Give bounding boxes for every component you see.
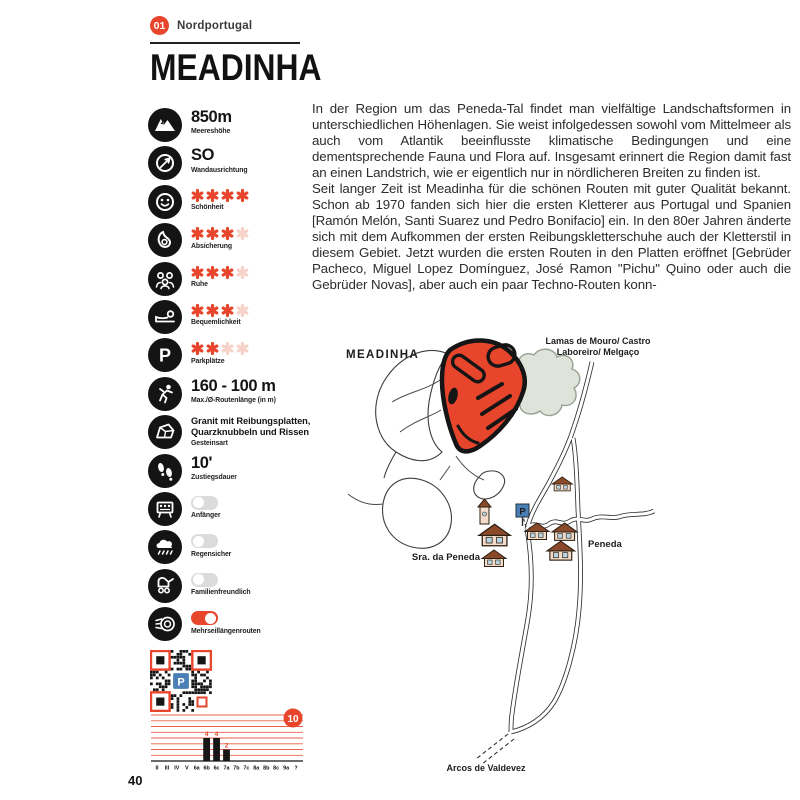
toggle-on[interactable] — [191, 611, 218, 625]
toggle-knob — [193, 574, 204, 585]
parking-sign-label: P — [519, 506, 526, 518]
grade-bar — [223, 750, 230, 762]
info-row-12 — [148, 569, 314, 603]
info-label: Parkplätze — [191, 357, 225, 365]
star-filled-icon — [221, 304, 234, 317]
info-value: 850m — [191, 108, 232, 126]
church-building — [479, 524, 510, 545]
article-text — [312, 101, 791, 293]
info-row-9 — [148, 454, 314, 488]
info-label: Anfänger — [191, 512, 221, 520]
star-filled-icon — [221, 189, 234, 202]
page-number: 40 — [128, 773, 143, 788]
grade-tick-label: 8c — [273, 765, 280, 772]
rainproof-icon — [148, 530, 182, 564]
map-dest-bottom-label: Arcos de Valdevez — [446, 763, 526, 773]
toggle-knob — [205, 613, 216, 624]
crag-meadinha — [442, 340, 525, 451]
info-label: Max./Ø-Routenlänge (in m) — [191, 397, 276, 405]
info-label: Gesteinsart — [191, 440, 228, 447]
grade-tick-label: IV — [174, 765, 180, 772]
grade-tick-label: 8a — [253, 765, 260, 772]
info-row-10 — [148, 492, 314, 526]
info-row-2 — [148, 185, 314, 219]
sidebar — [148, 108, 314, 645]
grade-bar — [203, 738, 210, 761]
info-row-6 — [148, 338, 314, 372]
page-title: MEADINHA — [150, 47, 322, 88]
star-filled-icon — [191, 227, 204, 240]
parking-icon — [148, 338, 182, 372]
route-length-icon — [148, 377, 182, 411]
star-filled-icon — [191, 189, 204, 202]
star-filled-icon — [206, 189, 219, 202]
multipitch-icon — [148, 607, 182, 641]
star-filled-icon — [221, 266, 234, 279]
region-name: Nordportugal — [177, 19, 253, 32]
map-dest-top-line1: Lamas de Mouro/ Castro — [545, 336, 651, 346]
compass-icon — [148, 146, 182, 180]
grade-tick-label: 7a — [223, 765, 230, 772]
info-row-4 — [148, 262, 314, 296]
svg-text:P: P — [158, 345, 172, 366]
total-routes-count: 10 — [287, 713, 299, 725]
info-row-7 — [148, 377, 314, 411]
grade-tick-label: 8b — [263, 765, 270, 772]
map-village-right-label: Peneda — [588, 539, 622, 550]
info-value: 160 - 100 m — [191, 376, 276, 395]
house — [547, 541, 575, 560]
grade-tick-label: 9a — [283, 765, 290, 772]
grade-tick-label: 6a — [193, 765, 200, 772]
map-village-left-label: Sra. da Peneda — [411, 552, 480, 563]
rock-icon — [148, 415, 182, 449]
star-filled-icon — [221, 227, 234, 240]
rating-stars — [191, 189, 249, 202]
grade-tick-label: III — [164, 765, 170, 772]
info-label: Schönheit — [191, 204, 224, 212]
star-empty-icon — [221, 342, 234, 355]
church-window — [483, 512, 487, 516]
rating-stars — [191, 304, 249, 317]
info-row-8 — [148, 415, 314, 449]
region-number-badge: 01 — [150, 16, 169, 35]
star-filled-icon — [191, 304, 204, 317]
star-filled-icon — [206, 227, 219, 240]
grade-tick-label: V — [184, 765, 189, 772]
comfort-icon — [148, 300, 182, 334]
star-filled-icon — [206, 342, 219, 355]
house — [552, 477, 572, 491]
house — [552, 523, 577, 540]
road-to-arcos-2 — [482, 739, 514, 764]
info-label: Bequemlichkeit — [191, 319, 241, 327]
rating-stars — [191, 227, 249, 240]
info-value: 10' — [191, 453, 213, 472]
people-icon — [148, 262, 182, 296]
grade-tick-label: 7b — [233, 765, 240, 772]
info-label: Ruhe — [191, 281, 208, 289]
toggle-off[interactable] — [191, 496, 218, 510]
info-row-0 — [148, 108, 314, 142]
grade-bar-count: 2 — [224, 742, 229, 750]
qr-code[interactable] — [150, 650, 212, 712]
toggle-knob — [193, 536, 204, 547]
info-label: Absicherung — [191, 242, 233, 250]
road-surface — [527, 511, 654, 527]
region-kicker — [150, 16, 349, 35]
info-row-5 — [148, 300, 314, 334]
info-label: Mehrseillängenrouten — [191, 627, 261, 635]
grade-tick-label: 6b — [203, 765, 210, 772]
mountain-icon — [148, 108, 182, 142]
info-row-13 — [148, 607, 314, 641]
info-value: SO — [191, 146, 215, 165]
beginner-icon — [148, 492, 182, 526]
info-value: Granit mit Reibungsplatten, Quarzknubbeln und Rissen — [191, 416, 311, 437]
house — [482, 550, 506, 567]
star-empty-icon — [236, 227, 249, 240]
header-rule — [150, 42, 300, 44]
grade-bar — [213, 738, 220, 761]
article-paragraph-2: Seit langer Zeit ist Meadinha für die schönen Routen mit guter Qualität bekannt. Schon ab 1970 fanden sich hier die ersten Kletterer aus Portugal und Spanien [Ramón Melón, Santi Suarez und Pedro Bonifacio] ein. In den 80er Jahren änderte sich mit dem Aufkommen der ersten Reibungskletterschuhe auch der Kletterstil in diesem Gebiet. Jetzt wurden die ersten Routen in den Platten eröffnet [Gebrüder Pacheco, Miguel Lopez Domínguez, José Ramon "Pichu" Quino oder auch die Gebrüder Novas], aber auch ein paar Techno-Routen konn- — [312, 181, 791, 292]
family-icon — [148, 569, 182, 603]
smiley-icon — [148, 185, 182, 219]
info-label: Zustiegsdauer — [191, 473, 237, 481]
info-label: Regensicher — [191, 550, 232, 558]
info-row-11 — [148, 530, 314, 564]
star-filled-icon — [191, 266, 204, 279]
star-empty-icon — [236, 266, 249, 279]
grade-tick-label: II — [155, 765, 159, 772]
church-tower-roof — [478, 499, 491, 507]
approach-icon — [148, 454, 182, 488]
map-dest-top-line2: Laboreiro/ Melgaço — [556, 347, 640, 357]
info-row-3 — [148, 223, 314, 257]
toggle-knob — [193, 497, 204, 508]
info-row-1 — [148, 146, 314, 180]
grade-bar-count: 4 — [204, 731, 209, 738]
grade-tick-label: 6c — [213, 765, 220, 772]
info-label: Meereshöhe — [191, 128, 231, 136]
star-filled-icon — [191, 342, 204, 355]
info-label: Familienfreundlich — [191, 589, 251, 597]
approach-map — [330, 330, 800, 790]
star-empty-icon — [236, 304, 249, 317]
info-label: Wandausrichtung — [191, 166, 248, 174]
grade-distribution-chart — [149, 707, 307, 779]
rating-stars — [191, 342, 249, 355]
star-filled-icon — [206, 266, 219, 279]
road-to-arcos — [476, 734, 508, 759]
toggle-off[interactable] — [191, 573, 218, 587]
map-crag-label: MEADINHA — [346, 349, 420, 361]
rating-stars — [191, 266, 249, 279]
star-filled-icon — [206, 304, 219, 317]
page-header — [150, 16, 349, 89]
bolt-hanger-icon — [148, 223, 182, 257]
star-empty-icon — [236, 342, 249, 355]
grade-tick-label: 7c — [243, 765, 250, 772]
toggle-off[interactable] — [191, 534, 218, 548]
grade-tick-label: ? — [294, 765, 298, 772]
grade-bar-count: 4 — [214, 731, 219, 738]
qr-center-label: P — [177, 676, 185, 689]
star-filled-icon — [236, 189, 249, 202]
article-paragraph-1: In der Region um das Peneda-Tal findet man vielfältige Landschaftsformen in unterschiedlichen Höhenlagen. Sie weist infolgedessen sowohl vom Mittelmeer als auch vom Atlantik beeinflusste klimatische Bedingungen und eine dementsprechende Fauna und Flora auf. Insgesamt erinnert die Region damit fast an einen Landstrich, wie er eigentlich nur in nördlicheren Breiten zu finden ist. — [312, 101, 791, 180]
